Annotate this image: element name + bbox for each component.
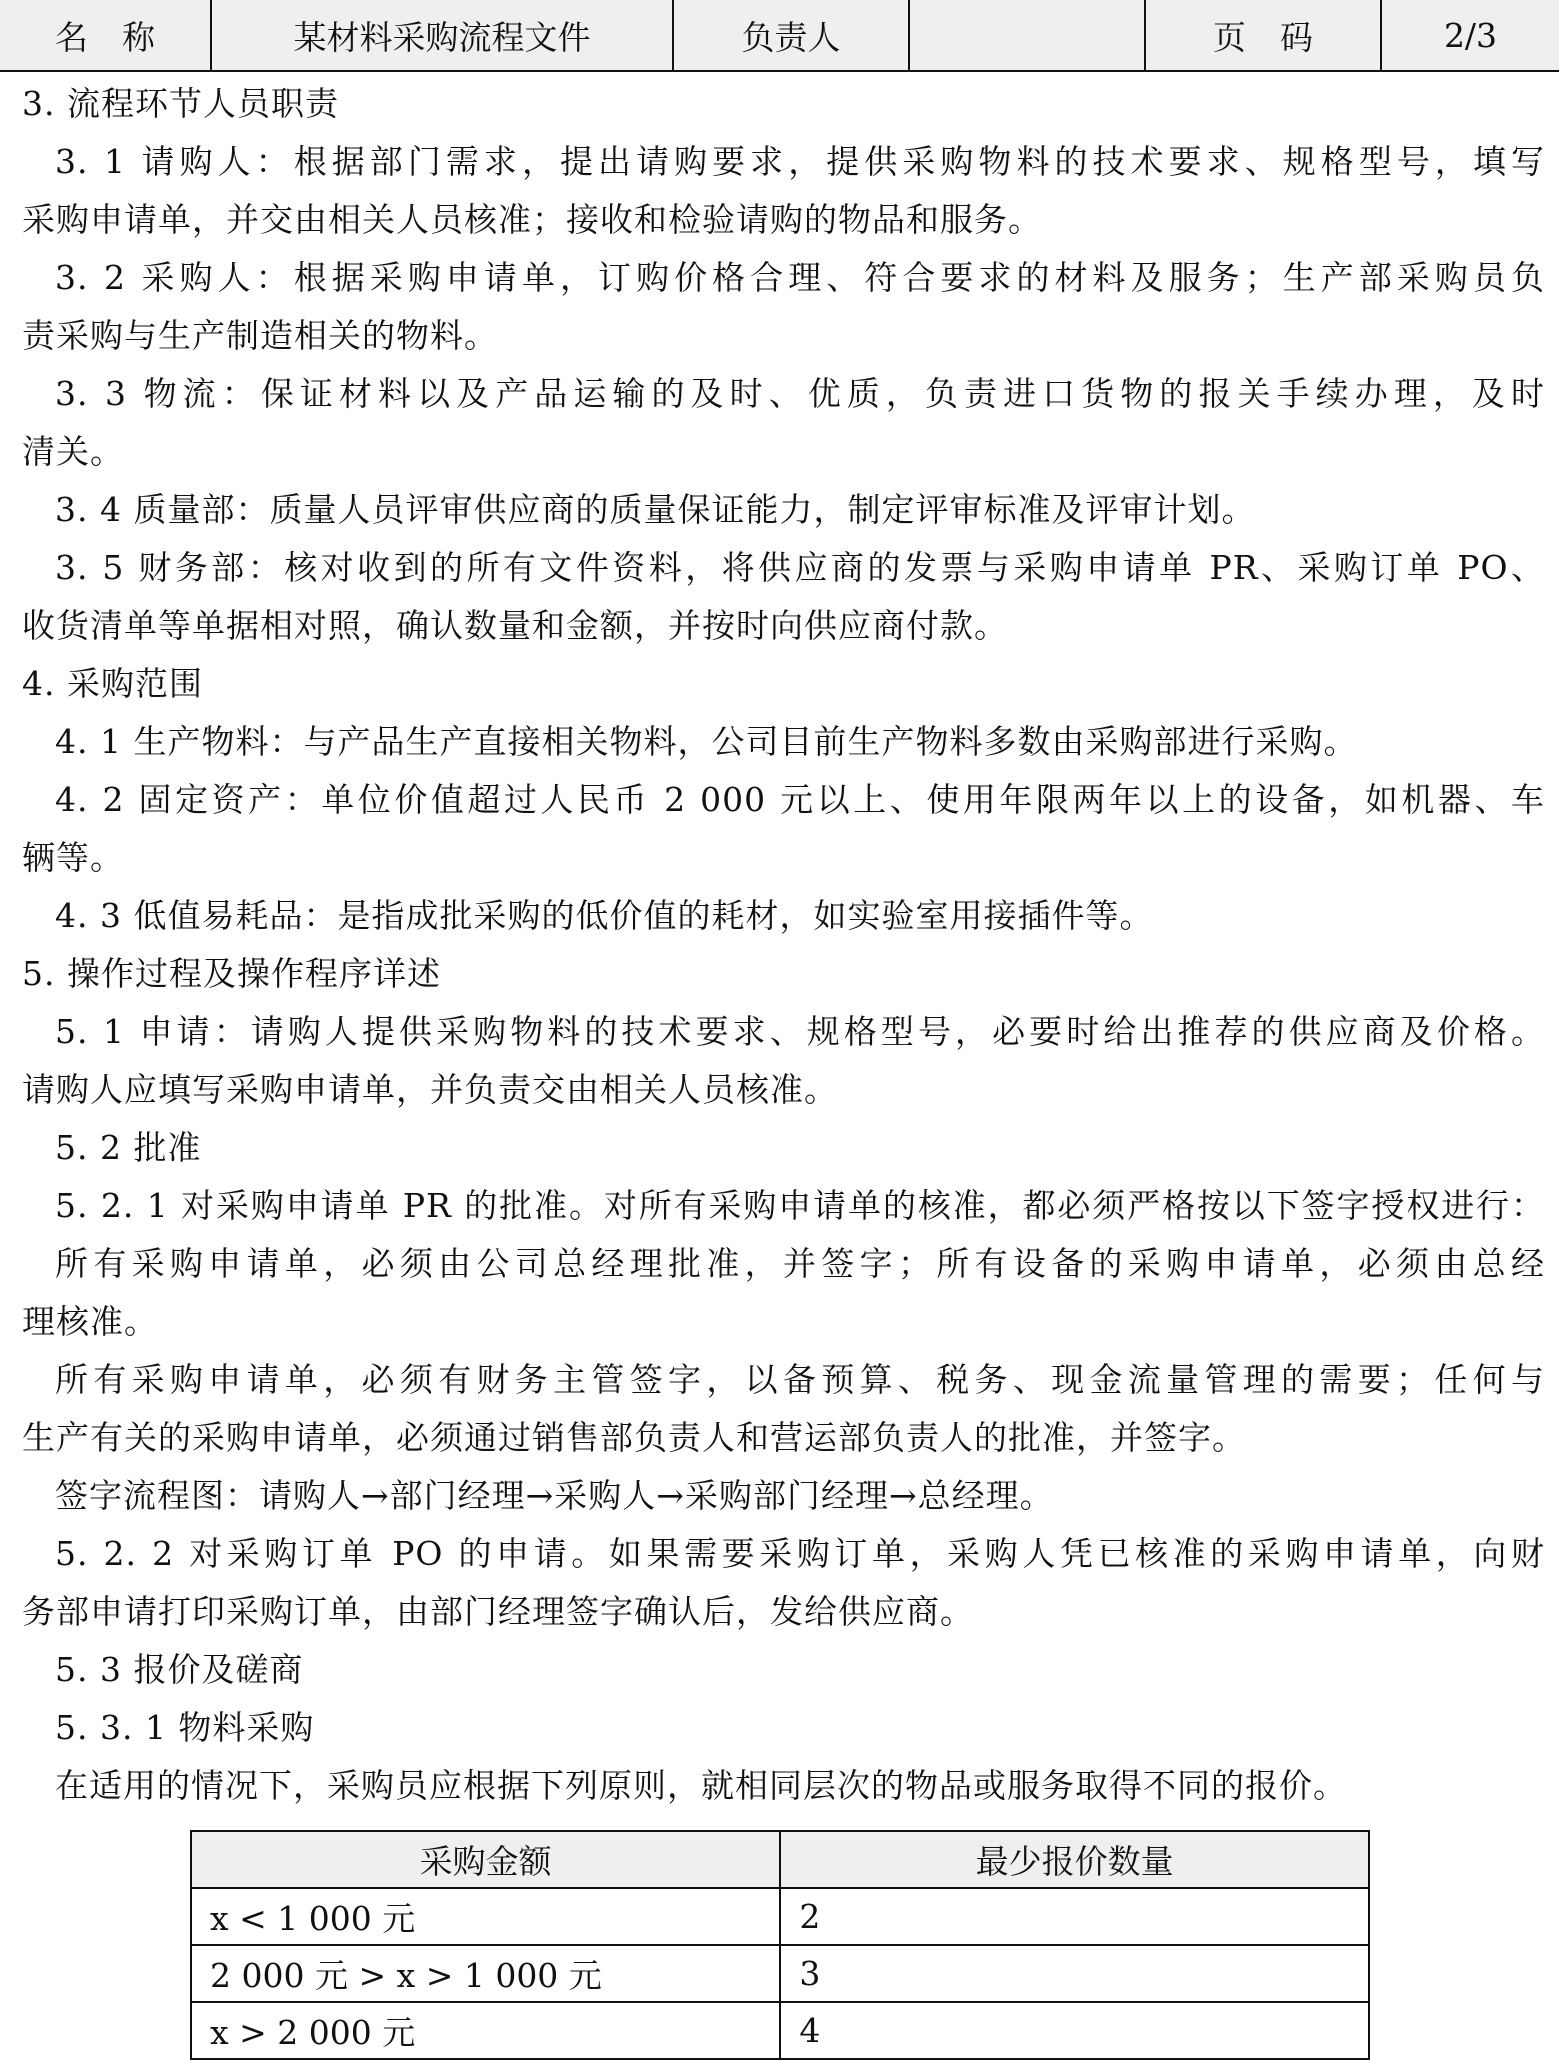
paragraph-line: 辆等。 <box>22 838 124 877</box>
page-label: 页码 <box>1146 0 1382 70</box>
section-heading-5: 5. 操作过程及操作程序详述 <box>22 954 441 993</box>
paragraph-line: 5. 2. 1 对采购申请单 PR 的批准。对所有采购申请单的核准，都必须严格按以下签字授权进行： <box>55 1186 1545 1225</box>
paragraph-line: 生产有关的采购申请单，必须通过销售部负责人和营运部负责人的批准，并签字。 <box>22 1418 1246 1457</box>
owner-label: 负责人 <box>674 0 910 70</box>
amount-cell: 2 000 元 > x > 1 000 元 <box>191 1945 780 2002</box>
paragraph-line: 5. 1 申请：请购人提供采购物料的技术要求、规格型号，必要时给出推荐的供应商及价格。 <box>55 1012 1545 1051</box>
paragraph-line: 3. 3 物流：保证材料以及产品运输的及时、优质，负责进口货物的报关手续办理，及时 <box>55 374 1545 413</box>
page-number: 2/3 <box>1443 15 1498 55</box>
subsection-heading: 5. 3 报价及磋商 <box>55 1650 304 1689</box>
paragraph-line: 3. 1 请购人：根据部门需求，提出请购要求，提供采购物料的技术要求、规格型号，填写 <box>55 142 1545 181</box>
table-row <box>191 1888 1369 1945</box>
name-value: 某材料采购流程文件 <box>212 0 674 70</box>
paragraph-line: 采购申请单，并交由相关人员核准；接收和检验请购的物品和服务。 <box>22 200 1042 239</box>
subsection-heading: 5. 3. 1 物料采购 <box>55 1708 315 1747</box>
column-header-min-quotes: 最少报价数量 <box>780 1831 1369 1888</box>
subsection-heading: 5. 2 批准 <box>55 1128 202 1167</box>
paragraph-line: 收货清单等单据相对照，确认数量和金额，并按时向供应商付款。 <box>22 606 1008 645</box>
paragraph-line: 4. 2 固定资产：单位价值超过人民币 2 000 元以上、使用年限两年以上的设备，如机器、车 <box>55 780 1545 819</box>
min-quotes-cell: 2 <box>780 1888 1369 1945</box>
paragraph-line: 理核准。 <box>22 1302 158 1341</box>
amount-cell: x > 2 000 元 <box>191 2002 780 2059</box>
min-quotes-cell: 3 <box>780 1945 1369 2002</box>
table-row <box>191 1945 1369 2002</box>
owner-value <box>910 0 1146 70</box>
paragraph-line: 4. 3 低值易耗品：是指成批采购的低价值的耗材，如实验室用接插件等。 <box>55 896 1154 935</box>
paragraph-line: 清关。 <box>22 432 124 471</box>
paragraph-line: 3. 4 质量部：质量人员评审供应商的质量保证能力，制定评审标准及评审计划。 <box>55 490 1256 529</box>
column-header-amount: 采购金额 <box>191 1831 780 1888</box>
name-label: 名称 <box>0 0 212 70</box>
document-header-table <box>0 0 1559 72</box>
paragraph-line: 务部申请打印采购订单，由部门经理签字确认后，发给供应商。 <box>22 1592 974 1631</box>
quote-count-table <box>190 1830 1370 2060</box>
paragraph-line: 4. 1 生产物料：与产品生产直接相关物料，公司目前生产物料多数由采购部进行采购。 <box>55 722 1358 761</box>
paragraph-line: 3. 2 采购人：根据采购申请单，订购价格合理、符合要求的材料及服务；生产部采购员负 <box>55 258 1545 297</box>
amount-cell: x < 1 000 元 <box>191 1888 780 1945</box>
section-heading-3: 3. 流程环节人员职责 <box>22 84 339 123</box>
paragraph-line: 在适用的情况下，采购员应根据下列原则，就相同层次的物品或服务取得不同的报价。 <box>55 1766 1347 1805</box>
paragraph-line: 5. 2. 2 对采购订单 PO 的申请。如果需要采购订单，采购人凭已核准的采购申请单，向财 <box>55 1534 1545 1573</box>
paragraph-line: 请购人应填写采购申请单，并负责交由相关人员核准。 <box>22 1070 838 1109</box>
paragraph-line: 责采购与生产制造相关的物料。 <box>22 316 498 355</box>
table-row <box>191 2002 1369 2059</box>
paragraph-line: 签字流程图：请购人→部门经理→采购人→采购部门经理→总经理。 <box>55 1476 1054 1515</box>
table-header-row <box>191 1831 1369 1888</box>
paragraph-line: 所有采购申请单，必须由公司总经理批准，并签字；所有设备的采购申请单，必须由总经 <box>55 1244 1545 1283</box>
paragraph-line: 所有采购申请单，必须有财务主管签字，以备预算、税务、现金流量管理的需要；任何与 <box>55 1360 1545 1399</box>
section-heading-4: 4. 采购范围 <box>22 664 203 703</box>
paragraph-line: 3. 5 财务部：核对收到的所有文件资料，将供应商的发票与采购申请单 PR、采购订单 PO、 <box>55 548 1545 587</box>
min-quotes-cell: 4 <box>780 2002 1369 2059</box>
